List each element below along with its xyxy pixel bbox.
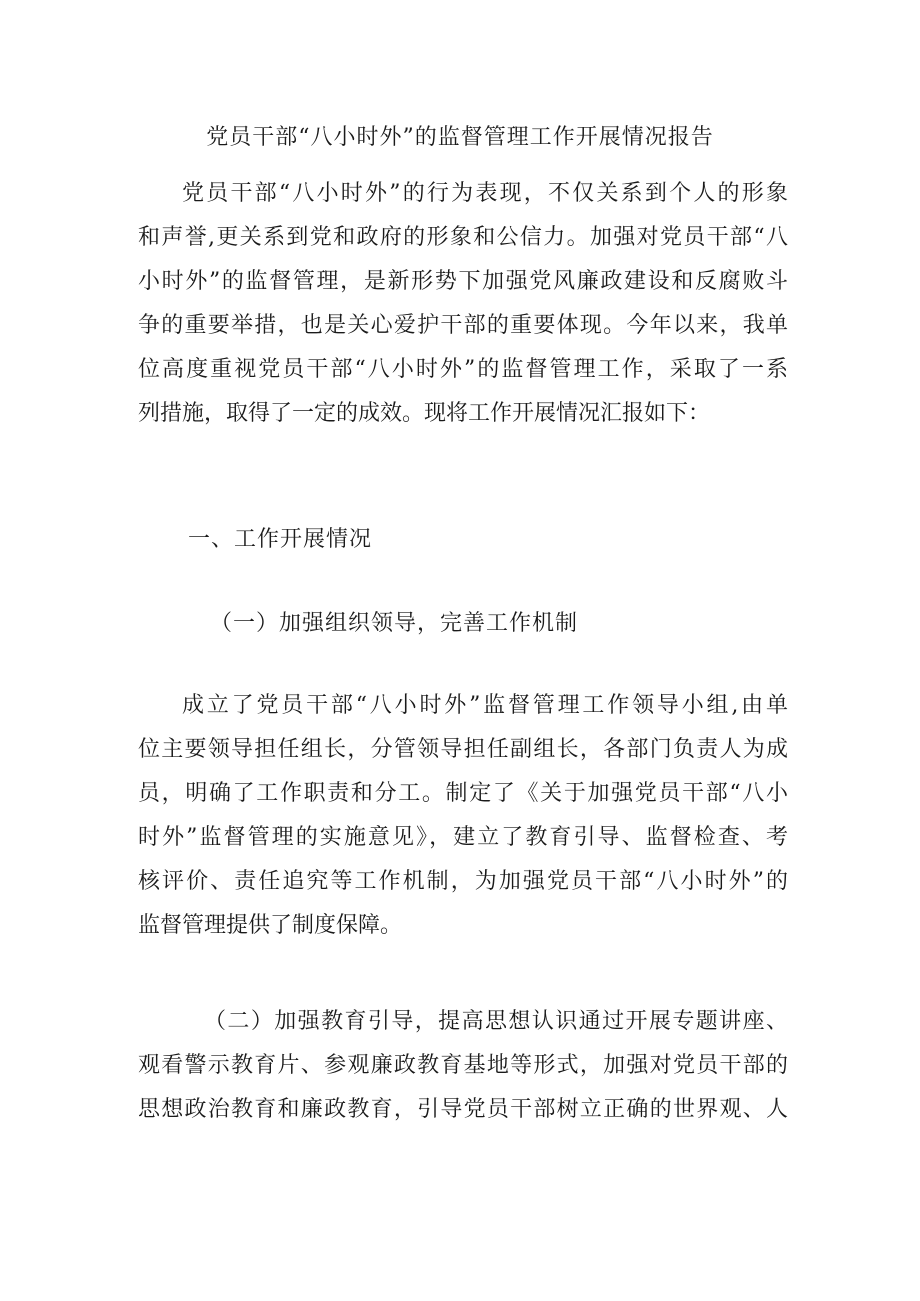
- intro-paragraph: [138, 172, 788, 436]
- subsection-heading: （一）加强组织领导，完善工作机制: [210, 611, 579, 636]
- paragraph-line: 位主要领导担任组长，分管领导担任副组长，各部门负责人为成: [138, 737, 788, 762]
- paragraph-line: 时外”监督管理的实施意见》，建立了教育引导、监督检查、考: [138, 825, 788, 850]
- subsection1-paragraph: [138, 684, 788, 948]
- document-title: 党员干部“八小时外”的监督管理工作开展情况报告: [206, 125, 714, 150]
- paragraph-line: （二）加强教育引导，提高思想认识通过开展专题讲座、: [204, 1009, 788, 1034]
- paragraph-line: 成立了党员干部“八小时外”监督管理工作领导小组,由单: [182, 693, 788, 718]
- paragraph-line: 监督管理提供了制度保障。: [138, 913, 403, 938]
- paragraph-line: 核评价、责任追究等工作机制，为加强党员干部“八小时外”的: [138, 869, 788, 894]
- paragraph-line: 思想政治教育和廉政教育，引导党员干部树立正确的世界观、人: [138, 1097, 788, 1122]
- paragraph-line: 员，明确了工作职责和分工。制定了《关于加强党员干部“八小: [138, 781, 788, 806]
- paragraph-line: 党员干部“八小时外”的行为表现，不仅关系到个人的形象: [182, 181, 788, 206]
- paragraph-line: 观看警示教育片、参观廉政教育基地等形式，加强对党员干部的: [138, 1053, 788, 1078]
- paragraph-line: 争的重要举措，也是关心爱护干部的重要体现。今年以来，我单: [138, 313, 788, 338]
- paragraph-line: 和声誉,更关系到党和政府的形象和公信力。加强对党员干部“八: [138, 225, 788, 250]
- subsection2-paragraph: [138, 1000, 788, 1132]
- paragraph-line: 位高度重视党员干部“八小时外”的监督管理工作，采取了一系: [138, 357, 788, 382]
- paragraph-line: 小时外”的监督管理，是新形势下加强党风廉政建设和反腐败斗: [138, 269, 788, 294]
- paragraph-line: 列措施，取得了一定的成效。现将工作开展情况汇报如下：: [138, 401, 711, 426]
- section-heading: 一、工作开展情况: [188, 527, 373, 552]
